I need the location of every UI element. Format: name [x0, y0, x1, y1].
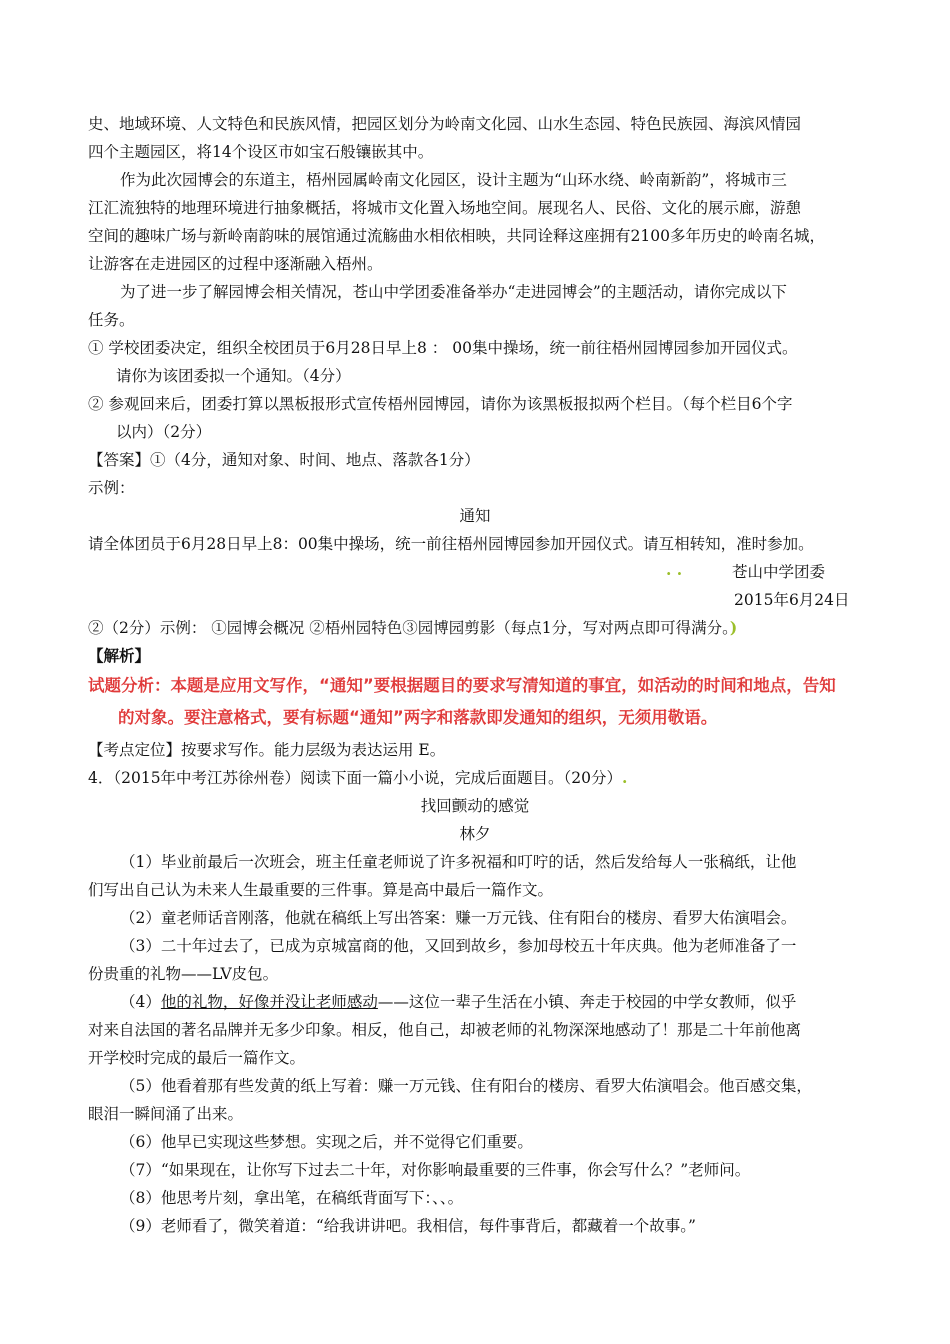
analysis-line1: 试题分析：本题是应用文写作，“通知”要根据题目的要求写清知道的事宜，如活动的时间和地点，告知: [88, 676, 836, 695]
question4-heading: 4．（2015年中考江苏徐州卷）阅读下面一篇小小说，完成后面题目。（20分）.: [88, 768, 628, 787]
notice-title: 通知: [459, 507, 491, 525]
para2-line4: 让游客在走进园区的过程中逐渐融入梧州。: [88, 255, 383, 273]
para1-line1: 史、地域环境、人文特色和民族风情，把园区划分为岭南文化园、山水生态园、特色民族园、海滨风情园: [88, 115, 802, 133]
story-author: 林夕: [459, 825, 491, 843]
para2-line3: 空间的趣味广场与新岭南韵味的展馆通过流觞曲水相依相映，共同诠释这座拥有2100多年历史的岭南名城，: [88, 227, 825, 245]
para1-line2: 四个主题园区，将14个设区市如宝石般镶嵌其中。: [88, 143, 434, 161]
notice-body: 请全体团员于6月28日早上8：00集中操场，统一前往梧州园博园参加开园仪式。请互相转知，准时参加。: [88, 535, 814, 553]
para2-line1: 作为此次园博会的东道主，梧州园属岭南文化园区，设计主题为“山环水绕、岭南新韵”，将城市三: [120, 171, 787, 189]
story-title: 找回颤动的感觉: [420, 797, 530, 815]
para3-line2: 任务。: [88, 311, 135, 329]
notice-date: 2015年6月24日: [734, 591, 850, 609]
story-p3-line1: （3）二十年过去了，已成为京城富商的他，又回到故乡，参加母校五十年庆典。他为老师准备了一: [120, 937, 797, 955]
story-p5-line1: （5）他看着那有些发黄的纸上写着：赚一万元钱、住有阳台的楼房、看罗大佑演唱会。他百感交集，: [120, 1077, 812, 1095]
kaodian: 【考点定位】按要求写作。能力层级为表达运用 E。: [88, 741, 446, 759]
story-p4-line3: 开学校时完成的最后一篇作文。: [88, 1049, 306, 1067]
story-p4-line1: （4）他的礼物，好像并没让老师感动——这位一辈子生活在小镇、奔走于校园的中学女教师，似乎: [120, 993, 797, 1011]
task1-line1: ① 学校团委决定，组织全校团员于6月28日早上8 ： 00集中操场，统一前往梧州园博园参加开园仪式。: [88, 339, 798, 357]
story-p6: （6）他早已实现这些梦想。实现之后，并不觉得它们重要。: [120, 1133, 533, 1151]
underlined-sentence: 他的礼物，好像并没让老师感动: [160, 993, 378, 1011]
story-p7: （7）“如果现在，让你写下过去二十年，对你影响最重要的三件事，你会写什么？”老师问。: [120, 1161, 751, 1179]
story-p4-line2: 对来自法国的著名品牌并无多少印象。相反，他自己，却被老师的礼物深深地感动了！那是二十年前他离: [88, 1021, 802, 1039]
decorative-dots: . .: [666, 560, 683, 579]
decorative-dot: ): [729, 618, 738, 637]
analysis-line2: 的对象。要注意格式，要有标题“通知”两字和落款即发通知的组织，无须用敬语。: [118, 708, 718, 727]
para2-line2: 江汇流独特的地理环境进行抽象概括，将城市文化置入场地空间。展现名人、民俗、文化的展示廊，游憩: [88, 199, 802, 217]
analysis-label: 【解析】: [88, 646, 151, 665]
story-p9: （9）老师看了，微笑着道：“给我讲讲吧。我相信，每件事背后，都藏着一个故事。”: [120, 1217, 696, 1235]
answer-example-label: 示例：: [88, 479, 135, 497]
answer-line1: 【答案】①（4分，通知对象、时间、地点、落款各1分）: [88, 451, 480, 469]
story-p3-line2: 份贵重的礼物——LV皮包。: [88, 965, 279, 983]
para3-line1: 为了进一步了解园博会相关情况，苍山中学团委准备举办“走进园博会”的主题活动，请你完成以下: [120, 283, 787, 301]
task1-line2: 请你为该团委拟一个通知。（4分）: [116, 367, 351, 385]
task2-line2: 以内）（2分）: [116, 423, 212, 441]
notice-signature: 苍山中学团委: [732, 563, 826, 581]
story-p1-line2: 们写出自己认为未来人生最重要的三件事。算是高中最后一篇作文。: [88, 881, 554, 899]
story-p8: （8）他思考片刻，拿出笔，在稿纸背面写下：、、。: [120, 1189, 464, 1207]
decorative-dot: .: [622, 768, 628, 787]
task2-line1: ② 参观回来后，团委打算以黑板报形式宣传梧州园博园，请你为该黑板报拟两个栏目。（每个栏目6个字: [88, 395, 793, 413]
answer-part2: ②（2分）示例： ①园博会概况 ②梧州园特色③园博园剪影（每点1分，写对两点即可得满分。): [88, 618, 738, 637]
story-p1-line1: （1）毕业前最后一次班会，班主任童老师说了许多祝福和叮咛的话，然后发给每人一张稿纸，让他: [120, 853, 797, 871]
story-p5-line2: 眼泪一瞬间涌了出来。: [88, 1105, 244, 1123]
story-p2: （2）童老师话音刚落，他就在稿纸上写出答案：赚一万元钱、住有阳台的楼房、看罗大佑演唱会。: [120, 909, 797, 927]
